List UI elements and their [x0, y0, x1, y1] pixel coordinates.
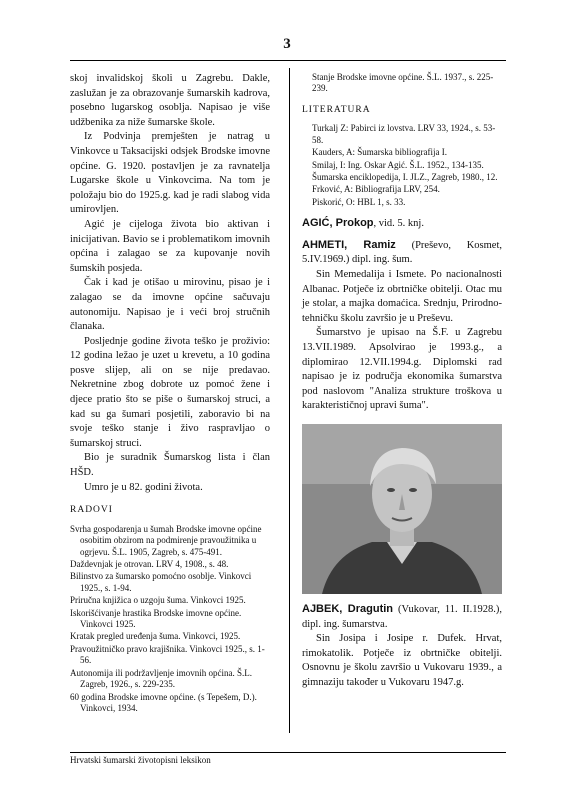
radovi-item: Iskorišćivanje hrastika Brodske imovne općine. Vinkovci 1925. [70, 607, 242, 630]
bottom-rule [70, 752, 506, 753]
paragraph: Iz Podvinja premješten je natrag u Vinkovce u Taksacijski odsjek Brodske imovne općine. G. 1920. postavljen je za ravnatelja Lugarske škole u Vinkovcima. Na tom je položaju bio do 1925.g. kad je radi slabog vida umirovljen. [70, 131, 270, 216]
paragraph: Sin Memedalija i Ismete. Po nacionalnosti Albanac. Potječe iz obrtničke obitelji. Otac mu je stolar, a majka domaćica. Srednju, Prirodno-tehničku školu završio je u Preševu. [302, 269, 502, 324]
radovi-item: Kratak pregled uređenja šuma. Vinkovci, 1925. [70, 631, 241, 642]
entry-details: (Preševo, Kosmet, 5.IV.1969.) dipl. ing. šum. [302, 239, 502, 266]
column-divider [289, 68, 290, 733]
entry-headword: AHMETI, Ramiz [302, 238, 396, 251]
entry-headword: AGIĆ, Prokop [302, 217, 374, 230]
radovi-item: Daždevnjak je otrovan. LRV 4, 1908., s. 48. [70, 559, 229, 570]
radovi-item: Svrha gospodarenja u šumah Brodske imovne općine osobitim obzirom na podmirenje pravoužitnika u ogrjevu. Š.L. 1905, Zagreb, s. 475-491. [70, 523, 262, 557]
paragraph: Sin Josipa i Josipe r. Dufek. Hrvat, rimokatolik. Potječe iz obrtničke obitelji. Osnovnu je školu završio u Vukovaru 1939., a gimnaziju također u Vukovaru 1947.g. [302, 633, 502, 688]
entry-headword: AJBEK, Dragutin [302, 602, 394, 615]
radovi-item: 60 godina Brodske imovne općine. (s Tepešem, D.). Vinkovci, 1934. [70, 691, 257, 713]
literatura-item: Smilaj, I: Ing. Oskar Agić. Š.L. 1952., 134-135. [312, 159, 484, 170]
radovi-item: Autonomija ili podržavljenje imovnih općina. Š.L. Zagreb, 1926., s. 229-235. [70, 667, 252, 690]
ajbek-entry [302, 602, 502, 632]
literatura-item: Turkalj Z: Pabirci iz lovstva. LRV 33, 1924., s. 53-58. [312, 123, 496, 145]
radovi-item: Priručna knjižica o uzgoju šuma. Vinkovci 1925. [70, 595, 246, 606]
right-column [302, 72, 502, 691]
paragraph: Čak i kad je otišao u mirovinu, pisao je i zalagao se da imovne općine sačuvaju autonomiju. Napisao je i veći broj stručnih članaka. [70, 277, 270, 333]
ahmeti-entry [302, 238, 502, 268]
radovi-item: Bilinstvo za šumarsko pomoćno osoblje. Vinkovci 1925., s. 1-94. [70, 571, 252, 593]
portrait-illustration [302, 424, 502, 594]
literatura-list [302, 123, 502, 208]
paragraph: Bio je suradnik Šumarskog lista i član HŠD. [70, 452, 270, 479]
literatura-heading: LITERATURA [302, 104, 371, 115]
footer-title: Hrvatski šumarski životopisni leksikon [70, 755, 211, 765]
radovi-continued [302, 72, 502, 95]
agic-entry [302, 216, 502, 232]
entry-details: (Vukovar, 11. II.1928.), dipl. ing. šumarstva. [302, 603, 502, 630]
paragraph: Posljednje godine života teško je proživio: 12 godina ležao je uzet u krevetu, a 10 godina posve slijep, ali on se nije predavao. Nekretnine zbog dobrote uz pomoć žene i djece pratio što se piše o šumarskoj struci, a kad su ga šumari posjetili, zaboravio bi na svoje teško stanje i živo raspravljao o šumarskoj struci. [70, 335, 270, 449]
top-rule [70, 60, 506, 61]
radovi-list [70, 524, 270, 715]
left-column [70, 72, 270, 715]
literatura-item: Šumarska enciklopedija, I. JLZ., Zagreb, 1980., 12. [312, 172, 498, 183]
entry-details: , vid. 5. knj. [373, 218, 424, 230]
radovi-item: Stanje Brodske imovne općine. Š.L. 1937., s. 225-239. [312, 72, 494, 94]
radovi-item: Pravoužitničko pravo krajišnika. Vinkovci 1925., s. 1-56. [70, 643, 265, 666]
paragraph: skoj invalidskoj školi u Zagrebu. Dakle, zaslužan je za obrazovanje šumarskih kadrova, posebno lugarskog osoblja. Napisao je više udžbenika za niže šumarske škole. [70, 73, 270, 128]
paragraph: Umro je u 82. godini života. [84, 481, 203, 493]
portrait-photo [302, 424, 502, 594]
page-number: 3 [283, 36, 291, 52]
radovi-heading: RADOVI [70, 505, 113, 516]
paragraph: Šumarstvo je upisao na Š.F. u Zagrebu 13.VII.1989. Apsolvirao je 1993.g., a diplomirao 12.VII.1994.g. Diplomski rad napisao je iz područja ekonomika šumarstva pod naslovom "Analiza strukture troškova u karakterističnoj upravi šuma". [302, 327, 502, 412]
literatura-item: Piskorić, O: HBL 1, s. 33. [312, 196, 406, 207]
paragraph: Agić je cijeloga života bio aktivan i inicijativan. Bavio se i problematikom imovnih općina i zalagao se za kupovanje novih šumskih posjeda. [70, 218, 270, 274]
literatura-item: Frković, A: Bibliografija LRV, 254. [312, 184, 440, 195]
literatura-item: Kauders, A: Šumarska bibliografija I. [312, 147, 447, 158]
